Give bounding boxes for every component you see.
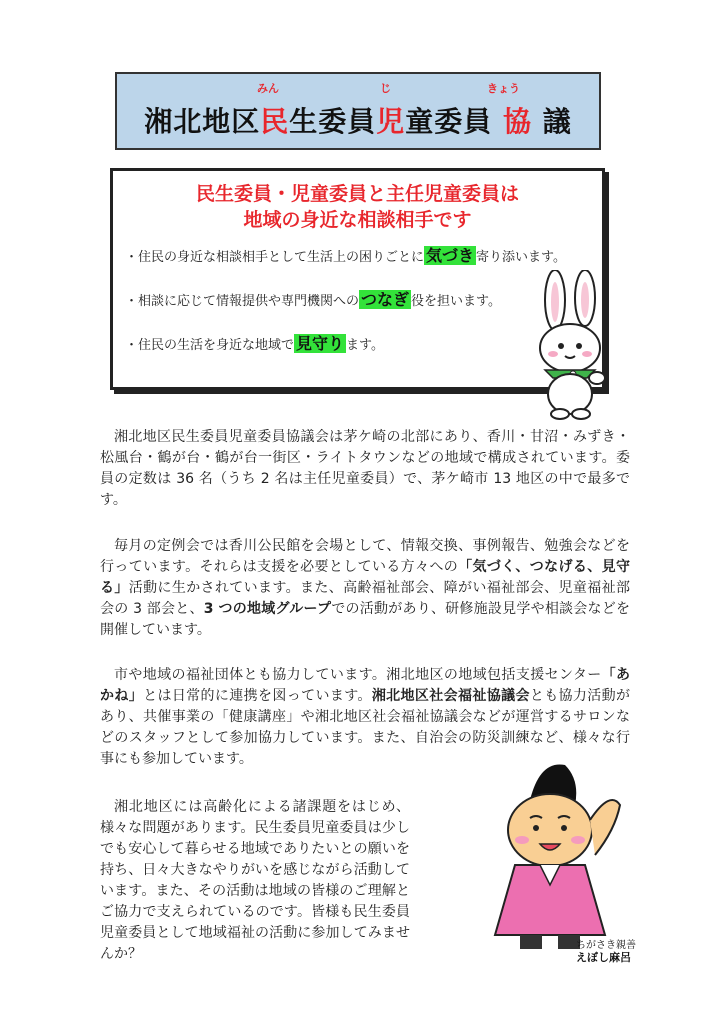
- mascot-credit: [576, 940, 636, 964]
- paragraph-emphasis: 「あかね」: [100, 667, 630, 704]
- paragraph-emphasis: 3 つの地域グループ: [203, 601, 332, 617]
- credit-line: ちがさき親善: [576, 940, 636, 951]
- bullet-text: ・住民の生活を身近な地域で: [125, 338, 295, 353]
- ruby-kyou: きょう: [487, 82, 520, 95]
- paragraph-text: とも協力活動があり、共催事業の「健康講座」や湘北地区社会福祉協議会などが運営するサロンなどのスタッフとして参加協力しています。また、自治会の防災訓練など、様々な行事にも参加しています。: [100, 688, 631, 767]
- title-part: 協: [503, 105, 533, 138]
- paragraph-3: [100, 665, 630, 770]
- title-part: 民: [260, 105, 290, 138]
- bullet-text: 寄り添います。: [476, 250, 566, 265]
- paragraph-text: とは日常的に連携を図っています。: [143, 688, 372, 704]
- rabbit-mascot-illustration: [525, 270, 615, 420]
- paragraph-text: 市や地域の福祉団体とも協力しています。湘北地区の地域包括支援センター: [114, 667, 602, 683]
- bullet-highlight: つなぎ: [361, 290, 410, 309]
- eboshi-maro-mascot-illustration: [470, 760, 650, 960]
- ruby-min: みん: [257, 82, 279, 95]
- bullet-text: ・住民の身近な相談相手として生活上の困りごとに: [125, 250, 425, 265]
- info-heading-line: 民生委員・児童委員と主任児童委員は: [195, 183, 519, 205]
- title-part: 生委員: [289, 105, 377, 138]
- title-part: 童委員: [405, 105, 493, 138]
- info-bullet: [125, 287, 501, 310]
- info-heading-line: 地域の身近な相談相手です: [243, 209, 472, 231]
- credit-line: えぼし麻呂: [576, 951, 631, 964]
- paragraph-emphasis: 湘北地区社会福祉協議会: [371, 688, 530, 704]
- title-banner: [115, 72, 601, 150]
- info-bullet: [125, 243, 566, 266]
- info-bullet: [125, 331, 384, 354]
- paragraph-4: 湘北地区には高齢化による諸課題をはじめ、様々な問題があります。民生委員児童委員は少しでも安心して暮らせる地域でありたいとの願いを持ち、日々大きなやりがいを感じながら活動しています。また、その活動は地域の皆様のご理解とご協力で支えられているのです。皆様も民生委員児童委員として地域福祉の活動に参加してみませんか？: [100, 799, 410, 962]
- title-part: 湘北地区: [144, 105, 261, 138]
- info-heading: [113, 181, 602, 233]
- bullet-text: 役を担います。: [411, 294, 501, 309]
- paragraph-text: での活動があり、研修施設見学や相談会などを開催しています。: [100, 601, 630, 638]
- bullet-text: ・相談に応じて情報提供や専門機関への: [125, 294, 360, 309]
- ruby-ji: じ: [380, 82, 391, 95]
- paragraph-emphasis: 「気づく、つなげる、見守る」: [100, 559, 630, 596]
- bullet-highlight: 見守り: [296, 334, 345, 353]
- title-part: 児: [376, 105, 406, 138]
- bullet-highlight: 気づき: [426, 246, 475, 265]
- paragraph-1: 湘北地区民生委員児童委員協議会は茅ケ崎の北部にあり、香川・甘沼・みずき・松風台・鶴が台・鶴が台一街区・ライトタウンなどの地域で構成されています。委員の定数は 36 名（うち 2 名は主任児童委員）で、茅ケ崎市 13 地区の中で最多です。: [100, 429, 630, 508]
- bullet-text: ます。: [346, 338, 384, 353]
- paragraph-text: 毎月の定例会では香川公民館を会場として、情報交換、事例報告、勉強会などを行っています。それらは支援を必要としている方々への: [100, 538, 630, 575]
- paragraph-2: [100, 536, 630, 641]
- title-part: 議: [542, 105, 572, 138]
- paragraph-text: 活動に生かされています。また、高齢福祉部会、障がい福祉部会、児童福祉部会の 3 部会と、: [100, 580, 630, 617]
- page-title: [117, 100, 599, 140]
